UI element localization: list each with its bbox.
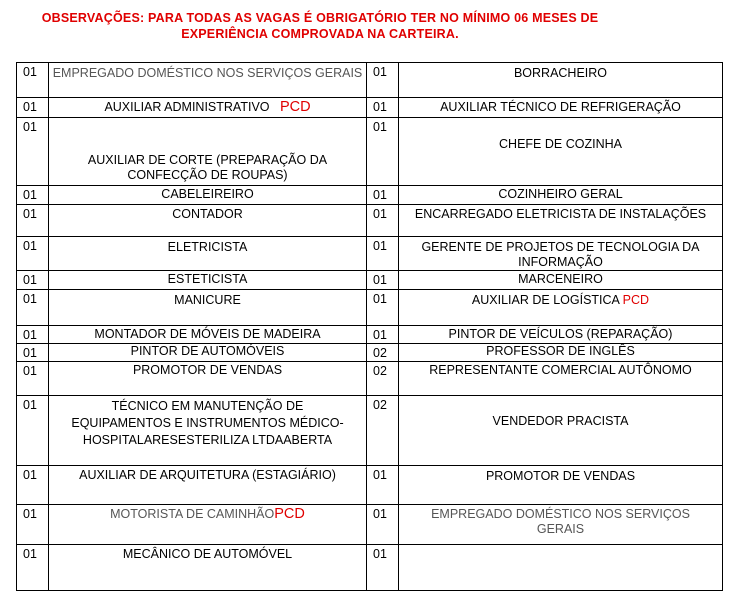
- job-title-cell: TÉCNICO EM MANUTENÇÃO DE EQUIPAMENTOS E INSTRUMENTOS MÉDICO-HOSPITALARESESTERILIZA LTDAABERTA: [49, 396, 367, 466]
- job-title-cell: ELETRICISTA: [49, 237, 367, 271]
- job-title-cell: ENCARREGADO ELETRICISTA DE INSTALAÇÕES: [399, 205, 723, 237]
- table-row: [17, 344, 723, 362]
- job-title-cell: PROFESSOR DE INGLÊS: [399, 344, 723, 362]
- quantity-cell: 01: [367, 205, 399, 237]
- table-row: [17, 98, 723, 118]
- table-row: [17, 326, 723, 344]
- quantity-cell: 01: [367, 237, 399, 271]
- table-row: [17, 186, 723, 205]
- job-title-cell: CABELEIREIRO: [49, 186, 367, 205]
- job-title-cell: PROMOTOR DE VENDAS: [49, 362, 367, 396]
- quantity-cell: 01: [367, 186, 399, 205]
- table-row: [17, 545, 723, 591]
- quantity-cell: 02: [367, 344, 399, 362]
- job-title-cell: COZINHEIRO GERAL: [399, 186, 723, 205]
- pcd-tag: PCD: [279, 99, 311, 115]
- job-title-cell: BORRACHEIRO: [399, 63, 723, 98]
- table-row: [17, 237, 723, 271]
- quantity-cell: 01: [17, 271, 49, 290]
- quantity-cell: 01: [17, 344, 49, 362]
- table-row: [17, 271, 723, 290]
- table-row: [17, 396, 723, 466]
- quantity-cell: 01: [17, 326, 49, 344]
- job-title-cell: [399, 545, 723, 591]
- job-title-cell: EMPREGADO DOMÉSTICO NOS SERVIÇOS GERAIS: [49, 63, 367, 98]
- quantity-cell: 01: [367, 271, 399, 290]
- quantity-cell: 01: [17, 290, 49, 326]
- job-title-text: AUXILIAR DE LOGÍSTICA: [471, 293, 620, 307]
- job-title-cell: GERENTE DE PROJETOS DE TECNOLOGIA DA INFORMAÇÃO: [399, 237, 723, 271]
- quantity-cell: 01: [17, 63, 49, 98]
- job-title-cell: PROMOTOR DE VENDAS: [399, 466, 723, 505]
- table-row: [17, 362, 723, 396]
- job-title-cell: MANICURE: [49, 290, 367, 326]
- table-row: [17, 63, 723, 98]
- quantity-cell: 01: [367, 545, 399, 591]
- quantity-cell: 01: [17, 186, 49, 205]
- job-title-cell: [399, 290, 723, 326]
- quantity-cell: 01: [17, 237, 49, 271]
- quantity-cell: 01: [367, 98, 399, 118]
- job-title-cell: REPRESENTANTE COMERCIAL AUTÔNOMO: [399, 362, 723, 396]
- quantity-cell: 01: [17, 505, 49, 545]
- quantity-cell: 01: [17, 396, 49, 466]
- quantity-cell: 01: [367, 290, 399, 326]
- quantity-cell: 02: [367, 396, 399, 466]
- table-row: [17, 290, 723, 326]
- table-row: [17, 205, 723, 237]
- pcd-tag: PCD: [622, 293, 650, 307]
- quantity-cell: 01: [17, 118, 49, 186]
- quantity-cell: 01: [367, 63, 399, 98]
- quantity-cell: 01: [17, 362, 49, 396]
- quantity-cell: 01: [367, 466, 399, 505]
- observacoes-note: [10, 10, 630, 42]
- quantity-cell: 01: [17, 466, 49, 505]
- quantity-cell: 01: [367, 505, 399, 545]
- job-title-cell: AUXILIAR TÉCNICO DE REFRIGERAÇÃO: [399, 98, 723, 118]
- job-title-cell: AUXILIAR DE ARQUITETURA (ESTAGIÁRIO): [49, 466, 367, 505]
- table-row: [17, 466, 723, 505]
- job-title-cell: EMPREGADO DOMÉSTICO NOS SERVIÇOS GERAIS: [399, 505, 723, 545]
- vacancies-table: [16, 62, 723, 591]
- job-title-cell: VENDEDOR PRACISTA: [399, 396, 723, 466]
- job-title-cell: PINTOR DE AUTOMÓVEIS: [49, 344, 367, 362]
- quantity-cell: 01: [17, 545, 49, 591]
- pcd-tag: PCD: [274, 506, 305, 522]
- job-title-text: AUXILIAR ADMINISTRATIVO: [104, 100, 270, 114]
- job-title-cell: CONTADOR: [49, 205, 367, 237]
- quantity-cell: 01: [17, 205, 49, 237]
- quantity-cell: 01: [367, 118, 399, 186]
- observacoes-line-1: OBSERVAÇÕES: PARA TODAS AS VAGAS É OBRIGATÓRIO TER NO MÍNIMO 06 MESES DE: [41, 11, 599, 25]
- job-title-text: MOTORISTA DE CAMINHÃO: [110, 507, 275, 521]
- observacoes-line-2: EXPERIÊNCIA COMPROVADA NA CARTEIRA.: [181, 27, 459, 41]
- job-title-cell: MONTADOR DE MÓVEIS DE MADEIRA: [49, 326, 367, 344]
- quantity-cell: 01: [17, 98, 49, 118]
- job-title-cell: PINTOR DE VEÍCULOS (REPARAÇÃO): [399, 326, 723, 344]
- job-title-cell: MECÂNICO DE AUTOMÓVEL: [49, 545, 367, 591]
- job-title-cell: ESTETICISTA: [49, 271, 367, 290]
- job-title-cell: [49, 98, 367, 118]
- table-row: [17, 118, 723, 186]
- job-title-cell: AUXILIAR DE CORTE (PREPARAÇÃO DA CONFECÇÃO DE ROUPAS): [49, 118, 367, 186]
- quantity-cell: 01: [367, 326, 399, 344]
- job-title-cell: MARCENEIRO: [399, 271, 723, 290]
- quantity-cell: 02: [367, 362, 399, 396]
- job-title-cell: [49, 505, 367, 545]
- table-row: [17, 505, 723, 545]
- job-title-cell: CHEFE DE COZINHA: [399, 118, 723, 186]
